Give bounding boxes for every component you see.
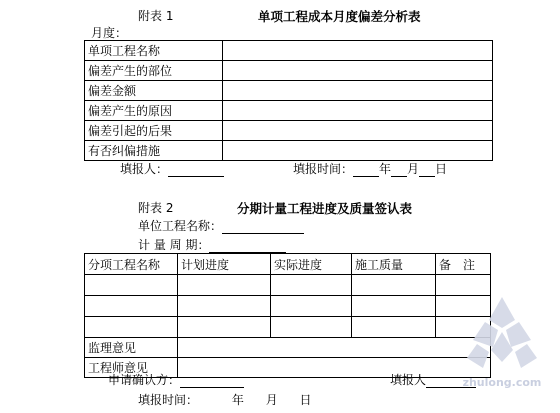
table2-cell[interactable] [352,296,436,317]
table2-header-quality: 施工质量 [352,254,436,275]
table2-cell[interactable] [178,296,271,317]
table1-row-label: 偏差产生的部位 [85,61,223,81]
table1-row-value[interactable] [223,41,493,61]
table2-day-label: 日 [299,393,312,407]
table2-unit-blank[interactable] [222,220,304,234]
table2-unit-row [138,217,304,234]
table2-apply-label: 申请确认方： [108,373,181,387]
watermark-logo [455,292,550,392]
table1-time-row [293,160,447,177]
table2-cell[interactable] [178,317,271,338]
table1-row-value[interactable] [223,101,493,121]
table2-cell[interactable] [85,275,178,296]
table2-cell[interactable] [85,296,178,317]
table1-filler-label: 填报人： [120,162,169,176]
table2-supervisor-value[interactable] [178,338,491,358]
table2-grid [84,253,491,378]
table2-engineer-label: 工程师意见 [85,358,178,378]
table2-title: 分期计量工程进度及质量签认表 [237,201,413,216]
table2-cell[interactable] [352,317,436,338]
table1-row-value[interactable] [223,121,493,141]
table1-caption: 附表 1 [138,9,174,23]
table2-header-plan: 计划进度 [178,254,271,275]
table2-cell[interactable] [271,275,352,296]
table2-period-blank[interactable] [209,239,286,253]
table2-time-row [138,391,312,408]
table1-month-label: 月度： [91,26,128,40]
table2-cell[interactable] [271,317,352,338]
table2-cell[interactable] [271,296,352,317]
table2-header-actual: 实际进度 [271,254,352,275]
table1-title: 单项工程成本月度偏差分析表 [258,9,421,24]
table2-cell[interactable] [85,317,178,338]
table2-header-remark: 备 注 [436,254,491,275]
table2-month-label: 月 [265,393,278,407]
watermark-emblem-icon [455,292,550,392]
table1-row-value[interactable] [223,61,493,81]
table2-header-item: 分项工程名称 [85,254,178,275]
table1-month-label: 月 [407,162,420,176]
table1-row-label: 偏差产生的原因 [85,101,223,121]
table1-year-label: 年 [379,162,392,176]
table2-caption: 附表 2 [138,201,174,215]
table2-period-row [138,236,286,253]
table2-period-label: 计 量 周 期： [138,238,210,252]
table1-row-label: 偏差引起的后果 [85,121,223,141]
table1-row-label: 有否纠偏措施 [85,141,223,161]
table1-filler-row [120,160,224,177]
table1-month-blank[interactable] [391,163,407,177]
table1-year-blank[interactable] [353,163,379,177]
table1-day-blank[interactable] [419,163,435,177]
table1-row-value[interactable] [223,141,493,161]
table1-row-label: 单项工程名称 [85,41,223,61]
table2-apply-row [108,371,244,388]
table1-time-label: 填报时间： [293,162,354,176]
table2-unit-label: 单位工程名称： [138,219,223,233]
table1-row-value[interactable] [223,81,493,101]
table1-row-label: 偏差金额 [85,81,223,101]
table2-year-label: 年 [231,393,244,407]
table1-filler-blank[interactable] [168,163,224,177]
table1-grid [84,40,493,161]
table2-cell[interactable] [352,275,436,296]
table2-supervisor-label: 监理意见 [85,338,178,358]
table1-day-label: 日 [435,162,448,176]
table2-apply-blank[interactable] [180,374,244,388]
table2-cell[interactable] [178,275,271,296]
watermark-text: zhulong.com [462,376,542,389]
table2-filler-label: 填报人 [390,373,427,387]
table2-time-label: 填报时间： [138,393,199,407]
